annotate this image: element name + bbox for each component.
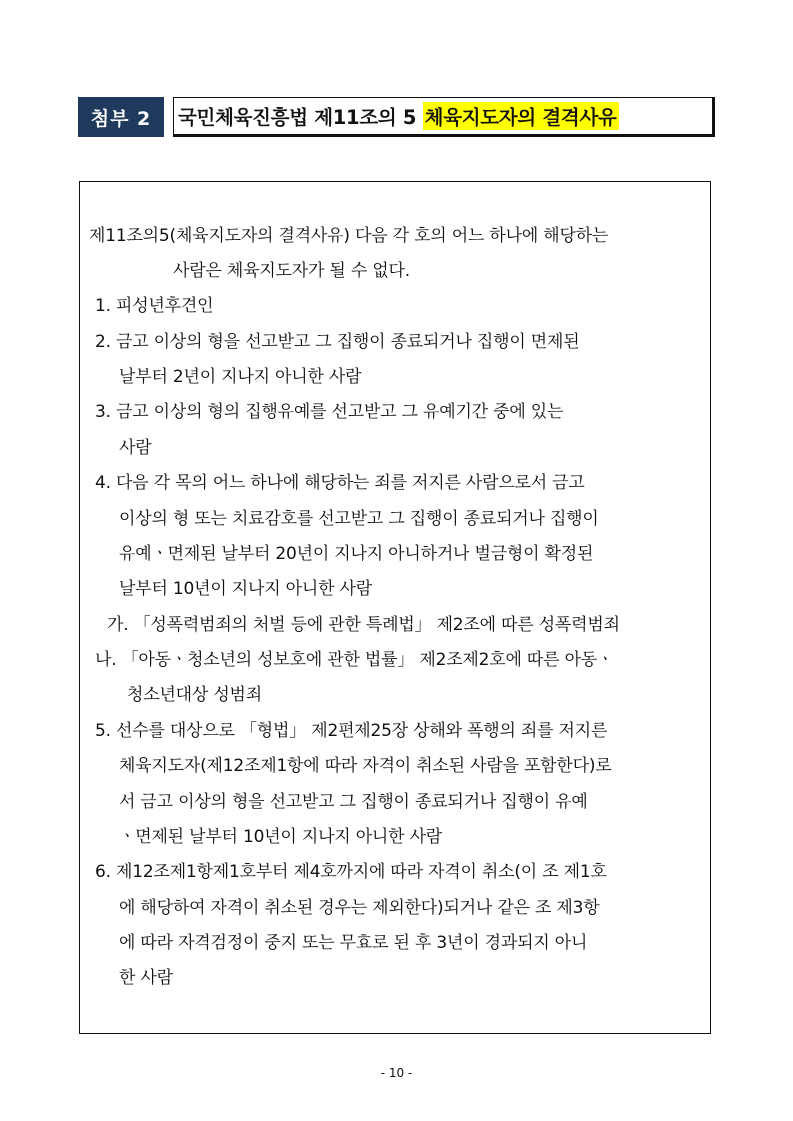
item-4-subitem-na: 나. 「아동ㆍ청소년의 성보호에 관한 법률」 제2조제2호에 따른 아동ㆍ bbox=[95, 650, 614, 670]
item-4-cont-2: 유예ㆍ면제된 날부터 20년이 지나지 아니하거나 벌금형이 확정된 bbox=[119, 544, 594, 564]
attachment-title-row bbox=[78, 97, 715, 137]
item-3-cont: 사람 bbox=[119, 438, 152, 458]
item-5-cont-2: 서 금고 이상의 형을 선고받고 그 집행이 종료되거나 집행이 유예 bbox=[119, 792, 588, 812]
item-4-subitem-na-cont: 청소년대상 성범죄 bbox=[127, 685, 262, 705]
item-2: 2. 금고 이상의 형을 선고받고 그 집행이 종료되거나 집행이 면제된 bbox=[95, 332, 580, 352]
title-highlight: 체육지도자의 결격사유 bbox=[423, 102, 619, 130]
article-heading-cont: 사람은 체육지도자가 될 수 없다. bbox=[173, 261, 410, 281]
title-text: 국민체육진흥법 제11조의 5 bbox=[178, 106, 423, 129]
article-heading: 제11조의5(체육지도자의 결격사유) 다음 각 호의 어느 하나에 해당하는 bbox=[89, 226, 609, 246]
item-2-cont: 날부터 2년이 지나지 아니한 사람 bbox=[119, 367, 362, 387]
item-5-cont-1: 체육지도자(제12조제1항에 따라 자격이 취소된 사람을 포함한다)로 bbox=[119, 756, 612, 776]
item-4: 4. 다음 각 목의 어느 하나에 해당하는 죄를 저지른 사람으로서 금고 bbox=[95, 473, 585, 493]
item-6-cont-3: 한 사람 bbox=[119, 968, 173, 988]
item-4-cont-1: 이상의 형 또는 치료감호를 선고받고 그 집행이 종료되거나 집행이 bbox=[119, 509, 599, 529]
attachment-badge: 첨부 2 bbox=[78, 97, 164, 137]
item-6-cont-1: 에 해당하여 자격이 취소된 경우는 제외한다)되거나 같은 조 제3항 bbox=[119, 898, 600, 918]
item-6-cont-2: 에 따라 자격검정이 중지 또는 무효로 된 후 3년이 경과되지 아니 bbox=[119, 933, 588, 953]
item-1: 1. 피성년후견인 bbox=[95, 296, 214, 316]
item-4-cont-3: 날부터 10년이 지나지 아니한 사람 bbox=[119, 579, 372, 599]
attachment-title bbox=[173, 97, 715, 137]
law-content-box bbox=[79, 181, 711, 1034]
item-5: 5. 선수를 대상으로 「형법」 제2편제25장 상해와 폭행의 죄를 저지른 bbox=[95, 721, 608, 741]
item-3: 3. 금고 이상의 형의 집행유예를 선고받고 그 유예기간 중에 있는 bbox=[95, 402, 564, 422]
page-number: - 10 - bbox=[380, 1066, 413, 1080]
item-5-cont-3: ㆍ면제된 날부터 10년이 지나지 아니한 사람 bbox=[119, 827, 443, 847]
item-4-subitem-ga: 가. 「성폭력범죄의 처벌 등에 관한 특례법」 제2조에 따른 성폭력범죄 bbox=[107, 615, 620, 635]
item-6: 6. 제12조제1항제1호부터 제4호까지에 따라 자격이 취소(이 조 제1호 bbox=[95, 862, 607, 882]
